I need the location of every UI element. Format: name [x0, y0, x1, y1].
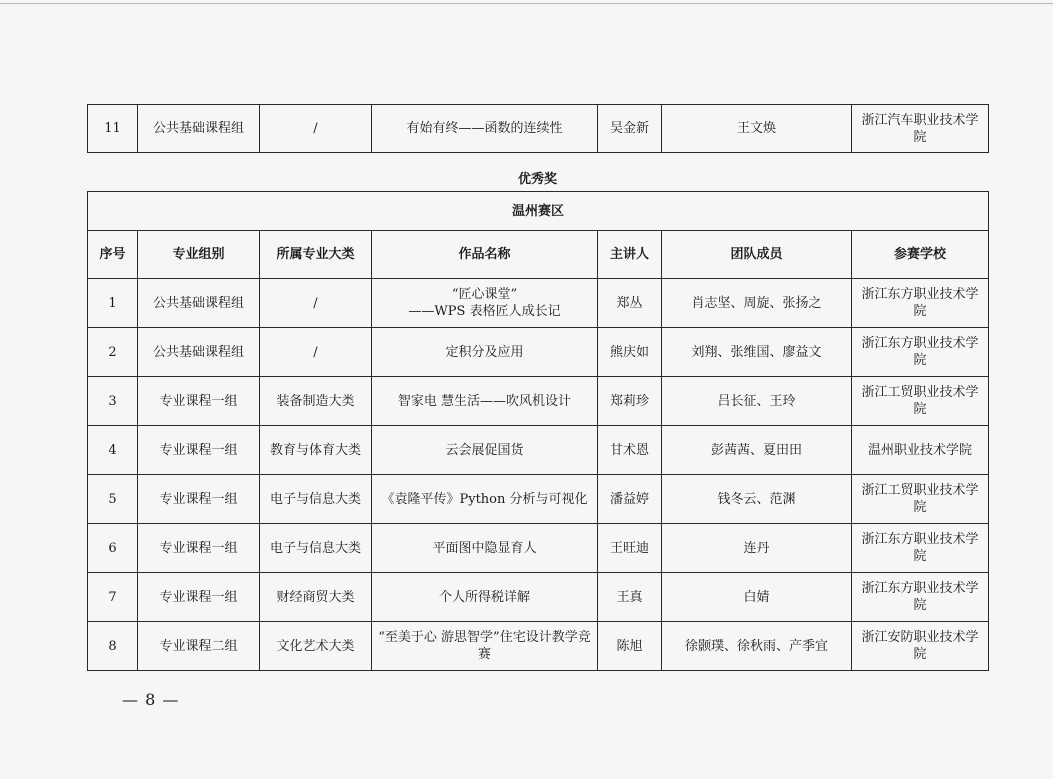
cell-title: 有始有终——函数的连续性 [372, 105, 598, 153]
cell-group: 专业课程一组 [138, 475, 260, 524]
cell-group: 公共基础课程组 [138, 328, 260, 377]
cell-team: 肖志坚、周旋、张扬之 [662, 279, 852, 328]
cell-school: 浙江工贸职业技术学院 [852, 475, 989, 524]
header-team: 团队成员 [662, 231, 852, 279]
table-row [88, 475, 989, 524]
cell-no: 3 [88, 377, 138, 426]
cell-no: 2 [88, 328, 138, 377]
cell-group: 专业课程一组 [138, 377, 260, 426]
table-row [88, 377, 989, 426]
cell-school: 浙江东方职业技术学院 [852, 279, 989, 328]
cell-title: 智家电 慧生活——吹风机设计 [372, 377, 598, 426]
cell-category: 文化艺术大类 [260, 622, 372, 671]
top-edge-line [0, 3, 1053, 4]
cell-school: 浙江东方职业技术学院 [852, 573, 989, 622]
cell-lecturer: 郑莉珍 [598, 377, 662, 426]
cell-lecturer: 王真 [598, 573, 662, 622]
cell-team: 彭茜茜、夏田田 [662, 426, 852, 475]
cell-category: 教育与体育大类 [260, 426, 372, 475]
header-category: 所属专业大类 [260, 231, 372, 279]
cell-category: / [260, 279, 372, 328]
cell-school: 浙江东方职业技术学院 [852, 524, 989, 573]
cell-group: 专业课程一组 [138, 524, 260, 573]
cell-title: 平面图中隐显育人 [372, 524, 598, 573]
cell-category: 电子与信息大类 [260, 524, 372, 573]
table-row [88, 426, 989, 475]
table-row [88, 573, 989, 622]
cell-category: 财经商贸大类 [260, 573, 372, 622]
cell-no: 5 [88, 475, 138, 524]
table-row [88, 279, 989, 328]
cell-team: 王文焕 [662, 105, 852, 153]
cell-lecturer: 吴金新 [598, 105, 662, 153]
cell-lecturer: 陈旭 [598, 622, 662, 671]
cell-lecturer: 王旺迪 [598, 524, 662, 573]
cell-team: 徐颢璞、徐秋雨、产季宜 [662, 622, 852, 671]
cell-team: 刘翔、张维国、廖益文 [662, 328, 852, 377]
cell-school: 浙江安防职业技术学院 [852, 622, 989, 671]
header-no: 序号 [88, 231, 138, 279]
cell-no: 6 [88, 524, 138, 573]
cell-lecturer: 潘益婷 [598, 475, 662, 524]
cell-title: “匠心课堂” ——WPS 表格匠人成长记 [372, 279, 598, 328]
cell-team: 钱冬云、范渊 [662, 475, 852, 524]
cell-category: 装备制造大类 [260, 377, 372, 426]
cell-category: 电子与信息大类 [260, 475, 372, 524]
header-group: 专业组别 [138, 231, 260, 279]
cell-lecturer: 郑丛 [598, 279, 662, 328]
cell-school: 浙江东方职业技术学院 [852, 328, 989, 377]
cell-team: 连丹 [662, 524, 852, 573]
header-title: 作品名称 [372, 231, 598, 279]
cell-no: 7 [88, 573, 138, 622]
header-row [88, 231, 989, 279]
cell-title: “至美于心 游思智学”住宅设计教学竞赛 [372, 622, 598, 671]
table-row [88, 622, 989, 671]
region-title: 温州赛区 [88, 192, 989, 231]
cell-category: / [260, 328, 372, 377]
cell-lecturer: 熊庆如 [598, 328, 662, 377]
cell-no: 11 [88, 105, 138, 153]
cell-title: 云会展促国货 [372, 426, 598, 475]
cell-no: 1 [88, 279, 138, 328]
cell-school: 温州职业技术学院 [852, 426, 989, 475]
cell-title: 《袁隆平传》Python 分析与可视化 [372, 475, 598, 524]
cell-group: 公共基础课程组 [138, 279, 260, 328]
table-row [88, 328, 989, 377]
cell-group: 专业课程一组 [138, 426, 260, 475]
cell-group: 专业课程一组 [138, 573, 260, 622]
cell-group: 公共基础课程组 [138, 105, 260, 153]
table-row [88, 105, 989, 153]
cell-lecturer: 甘术恩 [598, 426, 662, 475]
table-row [88, 524, 989, 573]
cell-category: / [260, 105, 372, 153]
award-title: 优秀奖 [517, 172, 557, 187]
cell-no: 8 [88, 622, 138, 671]
page-number: — 8 — [122, 690, 180, 709]
cell-school: 浙江工贸职业技术学院 [852, 377, 989, 426]
header-school: 参赛学校 [852, 231, 989, 279]
cell-team: 吕长征、王玲 [662, 377, 852, 426]
cell-school: 浙江汽车职业技术学院 [852, 105, 989, 153]
prev-award-table [87, 104, 989, 153]
cell-title: 个人所得税详解 [372, 573, 598, 622]
cell-team: 白婧 [662, 573, 852, 622]
header-lecturer: 主讲人 [598, 231, 662, 279]
award-table [87, 191, 989, 671]
cell-no: 4 [88, 426, 138, 475]
cell-title: 定积分及应用 [372, 328, 598, 377]
cell-group: 专业课程二组 [138, 622, 260, 671]
